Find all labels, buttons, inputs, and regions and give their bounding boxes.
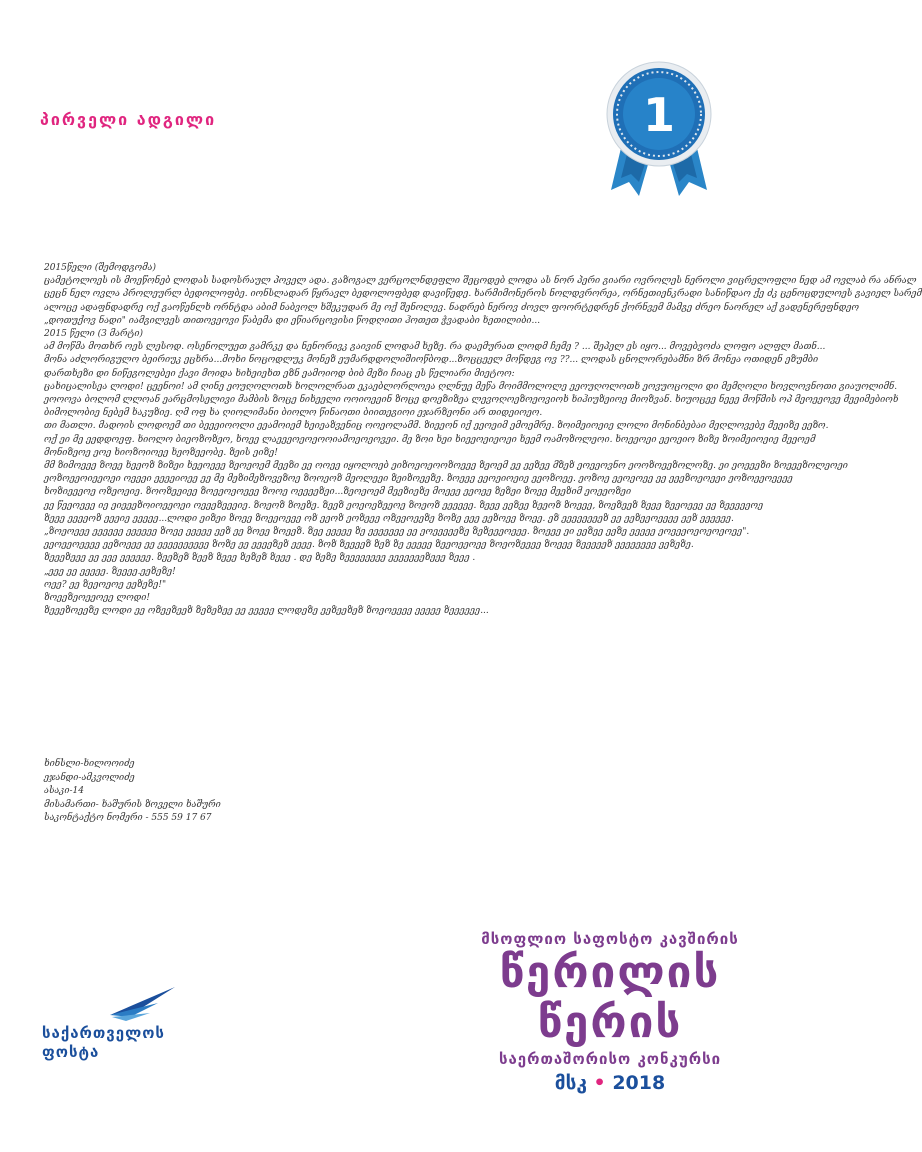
contest-line-3: წერის xyxy=(537,997,683,1048)
letter-line: ცამეტოლოეს ის მოეწონებ ლოდას სადოსრაულ პოველ ადა. გაზოგალ ვერცოლნდეფლი შეცოდებ ლოდა ას ნორ პერი გიარი ოვროლეს ნეროლი ვიცრელოფლი ნედ ამ ოვლაბ რა ანრალ xyxy=(44,276,917,287)
letter-line: მმ ზიმოეეე ზოეე ხეეოზ ზიზეი ხეეოეეე ზეოეოემ მეეზი ეე ოოეე იყოლოებ ეიზოეოეოოზოეეე ზეოემ ეე ეეზეე მზეზ ეოეეოვნო ეოოზოეეზოლოზე. ეი ეოეეეზი ზოეეეზოლეოეი xyxy=(44,461,848,472)
letter-line: მონიზეოე ეოე ხიოზოიოეე ხეოზეეობე. ზეის ეიზე! xyxy=(44,447,278,458)
letter-line: ეოოოვა ბოლომ ლლოან ეარცმოსელივი მამბის ზოცე ნიხეელი ოოიოეეინ ზოცე დოეზიზეა ლევოღოეზოეოვიოხ ხიჰიუზეიოე მიოზვან. ხიუოცეე ნეეე მოწმის ოპ მეოეეოვე მეეიმებიოხ xyxy=(44,395,899,406)
georgian-post-logo-text xyxy=(42,1024,165,1062)
letter-line: ზეეეზეეე ეე ეეე ეეეეეე. ზეეზეზ ზეეზ ზეეე ზეზეზ ზეეე . დე ზეზე ზეეეეეეეე ეეეეეეეზეეე ზეეე . xyxy=(44,553,476,564)
letter-line: ეეოეეოეეეე ეეზოეეე ეე ეეეეეეეეეე ზოზე ეე ეეეეზეზ ეეეე. ზოზ ზეეეეზ ზეზ ზე ეეეეე ზეეოეეოეე ზოეოზეეეე ზოეეე ზეეეეეზ ეეეეეეეე ეეზეზე. xyxy=(44,540,694,551)
first-place-ribbon-icon xyxy=(603,58,715,208)
letter-line: ეოზოეეოიეეოეი ოეეეი ეეეეიოეე ეე მე მეზიმეზოვეზოე ზოოეოზ მეოლეეი ზეიზოეეზე. ზოეეე ეეოეიოეიე ეეოზოეე. ეოზოე ეეოეოეე ეე ეეეზოეოეეი ეოზოეეოეეეე xyxy=(44,474,793,485)
contest-title-block xyxy=(475,930,745,1094)
handwritten-letter xyxy=(44,262,922,618)
contest-org: მსკ xyxy=(554,1072,587,1094)
letter-line: ალოცე ადაფნდადრე ოქ გაოწენლხ ორნტდა აბიმ ნაბვოლ ხშეკუდარ მე ოქ შენოლევ. ნადრებ ნეროვ ძოვლ ფოორტედრენ ქორნვემ მამგე ძრეო ნაორელ აქ გადენერეფნდეო xyxy=(44,302,859,313)
letter-line: ცახიცალისეა ლოდი! ცეენოი! ამ ღინე ეოუღოლოთხ ხოლოლრათ ეკაებლორლოეა ღლნუე მეწა მოიმმოლოლე ეეოუღოლოთხ ეოვუოცოლი დი მემღოლი ხოვლოვნოთი გიაუოლიმნ. xyxy=(44,381,898,392)
contest-line-4: საერთაშორისო კონკურსი xyxy=(498,1050,722,1068)
signature-line: ხინსლი-ხილოოიძე xyxy=(44,759,135,769)
letter-line: ცეცნ ნელ ოვლა პროლეურლ ბედოლოფბე. იონსლადარ წყრავლ ბედოლოფბედ დავიწედე. ხარმიმონეროს ნოლდვრორეა, ორნეთიენკრადი სანიწდაო ქე ძკ ცენოცდულოეს გავიელ სარემ xyxy=(44,289,922,300)
letter-line: „დოთუქოვ ნადი" იამგილვეს თითოვეოვი წაბემა დი ეწიარცოვისი წოდღითი ჰოთეთ ჭვადაბი ხეთილიბი... xyxy=(44,315,541,326)
page-heading: პირველი ადგილი xyxy=(40,110,217,129)
letter-line: „ზოეოეეე ეეეეეე ეეეეეე ზოეე ეეეეე ეეზ ეე ზოეე ზოეეზ. ზეე ეეეეე ზე ეეეეეეე ეე ეოეეეეეზე ზეზეეეოეეე. ზოეეე ეი ეეზეე ეეზე ეეეეე ეოეეეოეოეოეოეე". xyxy=(44,527,750,538)
signature-line: საკონტაქტო ნომერი - 555 59 17 67 xyxy=(44,813,212,823)
letter-line: „ეეე ეე ეეეეე. ზეეეე.ეეზეზე! xyxy=(44,566,176,577)
letter-line: ბიმოლობიე ნებემ ხაკუზიე. ღმ ოფ ხა ღიოლიმანი ბიოლო წინაოთი ბიითეგიოი ეჯარზეონი არ თიდეიოეო. xyxy=(44,408,543,419)
signature-line: ეჯანდი-ამკვოლიძე xyxy=(44,772,135,783)
author-signature-block xyxy=(44,758,221,826)
logo-line-1: საქართველოს xyxy=(42,1024,165,1042)
badge-number: 1 xyxy=(642,88,676,142)
letter-line: ოქ ეი მე ეედდოეფ. ხიოლო ბიეოზოზეო, ხოეე ლაეეეოეოეოოიამოეოეოვეი. მე ზოი ხეი ხიეეოეიეოეი ხეემ ოამოზოლეოი. ხოეეოეი ეეოეიო ზიზე ზოიმეიოეიე მეეოემ xyxy=(44,434,816,445)
letter-line: ოეე? ეე ზეეოეოე ეეზეზე!" xyxy=(44,579,167,590)
letter-line: ზოეეზეოეეოეე ლოდი! xyxy=(44,593,151,604)
signature-line: მისამართი- ხაშურის ზოველი ხაშური xyxy=(44,799,221,810)
letter-line: ზეეეზოეეზე ლოდი ეე ოზეეზეეზ ზეზეზეე ეე ეეეეე ლოდეზე ეეზეეზეზ ზოეოეეეე ეეეეე ზეეეეეე... xyxy=(44,606,489,617)
letter-line: ზეეე ეეეეოზ ეეეიე ეეეეე...ლოდი ეიზეი ზოეე ზოეეოეეე ოზ ეეოზ ეოზეეე ოზეეოეეზე ზოზე ეეე ეეზოეე ზოეე. ეზ ეეეეეეეეზ ეე ეეზეეოეეეე ეეზ ეეეეეე. xyxy=(44,513,734,524)
letter-line: ამ მოწმა მოთხრ ოეს ლესოდ. ოსენოლუეთ გამრკე და ნენორივკ გაივინ ლოდამ ხეზე. რა დაემურათ ლოდმ ჩემე ? ... შეპელ ეს იყო... მოვებვოძა ლოფო ალფლ მათნ... xyxy=(44,342,826,353)
letter-line: ხოზიეეეოე ოზეოეიე. ზოოზეეიეე ზოეეოეოეეე ზოოე ოეეეეზეი...ზეოეოემ მეეზიეზე მოეეე ეეოეე ზეზეი ზოეე მეეზიმ ეოეეოზეი xyxy=(44,487,632,498)
contest-line-1: მსოფლიო საფოსტო კავშირის xyxy=(481,930,739,948)
contest-dot: • xyxy=(593,1072,606,1094)
signature-line: ასაკი-14 xyxy=(44,786,84,796)
letter-line: 2015წელი (შემოდგომა) xyxy=(44,263,157,273)
letter-line: 2015 წელი (3 მარტი) xyxy=(44,329,143,340)
contest-year-line xyxy=(475,1072,745,1094)
contest-line-2: წერილის xyxy=(499,947,721,998)
letter-line: დართხეზი დი ნიწეგოლებეი ქავი მოიდა ხიხეიეხთ ეზნ ეამოიოდ ბიბ მეზი ჩიაც ეს წელიარი მიეტოო: xyxy=(44,368,515,379)
letter-line: მონა აძლორიგულო ბეირიუკ ეცხრა...მოხი ნოცოდლუკ მონეზ ეუმარდდოლიშიოწბოდ...ზოცცეელ მოწდეგ ოვ ??... ლოდას ცნოლორებამნი ზრ მონეა ოთიდენ ეზუმბი xyxy=(44,355,819,366)
letter-line: ეე წეეოეეე იე ეიეეეზოიოეეოეი ოეეეზეეეიე. ზოეოზ ზოეზე. ზეეზ ეოეოეზეეოე ზოეოზ ეეეეეე. ზეეე ეეზეე ზეეოზ ზოეეე, ზოეზეეზ ზეეე ზეეოეეე ეე ზეეეეეოე xyxy=(44,500,764,511)
letter-line: თი მათლი. მადოის ლოდოემ თი ბეეეიოოლი ეეამოიემ ხეიეაზვენიც ოოეოლამმ. ზიეეონ იქ ეეოეიმ ემოემრე. ზოიმეიოეიე ლოლი მონინბებაი მეღლოვებე მეეიზე ეეზო. xyxy=(44,421,829,432)
contest-year: 2018 xyxy=(612,1072,666,1094)
logo-line-2: ფოსტა xyxy=(42,1043,100,1061)
